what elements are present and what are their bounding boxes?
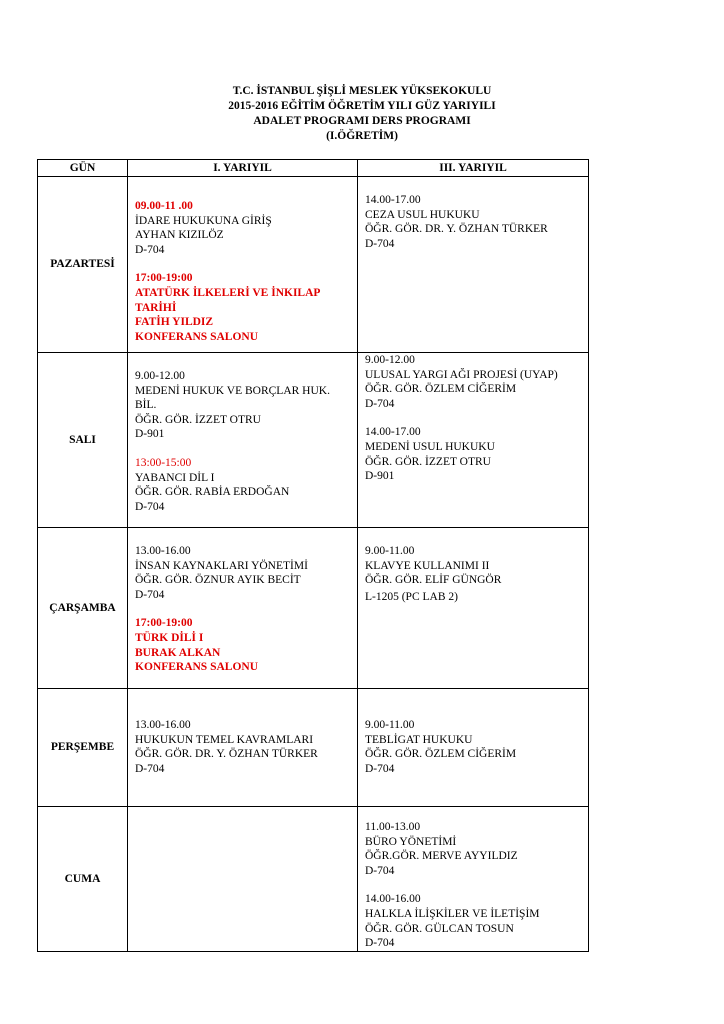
document-header xyxy=(0,84,724,144)
sem1-cell xyxy=(128,177,358,353)
course-name-cont: BİL. xyxy=(135,399,157,412)
table-row xyxy=(38,528,589,689)
course-name: BÜRO YÖNETİMİ xyxy=(365,835,457,848)
course-teacher: ÖĞR. GÖR. DR. Y. ÖZHAN TÜRKER xyxy=(135,748,318,761)
course-room: D-704 xyxy=(365,762,395,775)
course-name: İNSAN KAYNAKLARI YÖNETİMİ xyxy=(135,559,308,572)
course-name: TÜRK DİLİ I xyxy=(135,631,204,644)
schedule-table xyxy=(37,159,589,952)
education-type: (I.ÖĞRETİM) xyxy=(326,130,398,142)
table-header-row xyxy=(38,160,589,177)
sem3-cell xyxy=(358,689,589,807)
course-room: KONFERANS SALONU xyxy=(135,661,259,674)
course-name: YABANCI DİL I xyxy=(135,471,215,484)
course-time: 13.00-16.00 xyxy=(135,719,191,731)
academic-term: 2015-2016 EĞİTİM ÖĞRETİM YILI GÜZ YARIYILI xyxy=(228,100,496,112)
course-time: 14.00-16.00 xyxy=(365,893,421,906)
course-teacher: ÖĞR. GÖR. ÖZNUR AYIK BECİT xyxy=(135,574,301,587)
course-time: 17:00-19:00 xyxy=(135,617,193,630)
course-teacher: ÖĞR. GÖR. ÖZLEM CİĞERİM xyxy=(365,383,517,396)
course-room: L-1205 (PC LAB 2) xyxy=(365,590,458,603)
day-cell: SALI xyxy=(38,353,128,528)
sem3-cell xyxy=(358,177,589,353)
course-time: 13.00-16.00 xyxy=(135,545,191,557)
institution-title: T.C. İSTANBUL ŞİŞLİ MESLEK YÜKSEKOKULU xyxy=(232,85,492,97)
course-room: D-704 xyxy=(135,243,165,256)
course-name: CEZA USUL HUKUKU xyxy=(365,208,480,221)
course-time: 17:00-19:00 xyxy=(135,272,193,285)
course-teacher: ÖĞR. GÖR. İZZET OTRU xyxy=(365,455,491,468)
course-teacher: ÖĞR. GÖR. RABİA ERDOĞAN xyxy=(135,486,290,499)
course-time: 9.00-11.00 xyxy=(365,719,415,731)
program-title: ADALET PROGRAMI DERS PROGRAMI xyxy=(253,115,471,127)
course-room: D-704 xyxy=(135,500,165,513)
course-room: D-901 xyxy=(135,428,165,441)
course-room: D-704 xyxy=(135,762,165,775)
sem1-cell xyxy=(128,689,358,807)
course-room: D-704 xyxy=(365,237,395,250)
sem3-cell xyxy=(358,528,589,689)
day-cell: ÇARŞAMBA xyxy=(38,528,128,689)
course-name: İDARE HUKUKUNA GİRİŞ xyxy=(135,214,272,227)
course-room: D-901 xyxy=(365,470,395,483)
course-name: ATATÜRK İLKELERİ VE İNKILAP xyxy=(135,286,321,299)
course-time: 9.00-11.00 xyxy=(365,545,415,557)
course-name: KLAVYE KULLANIMI II xyxy=(365,559,490,572)
course-time: 13:00-15:00 xyxy=(135,456,192,469)
sem1-cell xyxy=(128,528,358,689)
course-time: 14.00-17.00 xyxy=(365,426,421,439)
day-cell: PAZARTESİ xyxy=(38,177,128,353)
day-cell: PERŞEMBE xyxy=(38,689,128,807)
course-teacher: FATİH YILDIZ xyxy=(135,316,214,329)
course-name: MEDENİ HUKUK VE BORÇLAR HUK. xyxy=(135,384,330,397)
course-teacher: ÖĞR. GÖR. İZZET OTRU xyxy=(135,413,261,426)
course-room: D-704 xyxy=(135,588,165,601)
sem3-cell xyxy=(358,353,589,528)
course-teacher: ÖĞR. GÖR. GÜLCAN TOSUN xyxy=(365,922,514,935)
course-time: 11.00-13.00 xyxy=(365,821,421,833)
course-room: D-704 xyxy=(365,937,395,950)
course-name: MEDENİ USUL HUKUKU xyxy=(365,440,495,453)
table-row xyxy=(38,807,589,952)
course-teacher: ÖĞR.GÖR. MERVE AYYILDIZ xyxy=(365,850,518,863)
course-teacher: BURAK ALKAN xyxy=(135,646,221,659)
course-name-cont: TARİHİ xyxy=(135,301,177,314)
sem3-cell xyxy=(358,807,589,952)
col-header-sem1: I. YARIYIL xyxy=(128,160,358,177)
table-row xyxy=(38,689,589,807)
course-name: HUKUKUN TEMEL KAVRAMLARI xyxy=(135,733,314,746)
course-teacher: AYHAN KIZILÖZ xyxy=(135,229,224,242)
course-name: ULUSAL YARGI AĞI PROJESİ (UYAP) xyxy=(365,368,558,381)
course-room: D-704 xyxy=(365,864,395,877)
course-name: TEBLİGAT HUKUKU xyxy=(365,733,473,746)
col-header-day: GÜN xyxy=(38,160,128,177)
course-teacher: ÖĞR. GÖR. DR. Y. ÖZHAN TÜRKER xyxy=(365,223,548,236)
day-cell: CUMA xyxy=(38,807,128,952)
sem1-cell xyxy=(128,353,358,528)
course-time: 09.00-11 .00 xyxy=(135,200,193,212)
course-room: KONFERANS SALONU xyxy=(135,330,259,343)
course-name: HALKLA İLİŞKİLER VE İLETİŞİM xyxy=(365,907,540,920)
sem1-cell xyxy=(128,807,358,952)
course-teacher: ÖĞR. GÖR. ÖZLEM CİĞERİM xyxy=(365,748,517,761)
course-time: 14.00-17.00 xyxy=(365,194,421,206)
course-time: 9.00-12.00 xyxy=(135,370,185,382)
course-time: 9.00-12.00 xyxy=(365,354,415,366)
table-row xyxy=(38,353,589,528)
course-teacher: ÖĞR. GÖR. ELİF GÜNGÖR xyxy=(365,574,502,587)
course-room: D-704 xyxy=(365,397,395,410)
col-header-sem3: III. YARIYIL xyxy=(358,160,589,177)
table-row xyxy=(38,177,589,353)
